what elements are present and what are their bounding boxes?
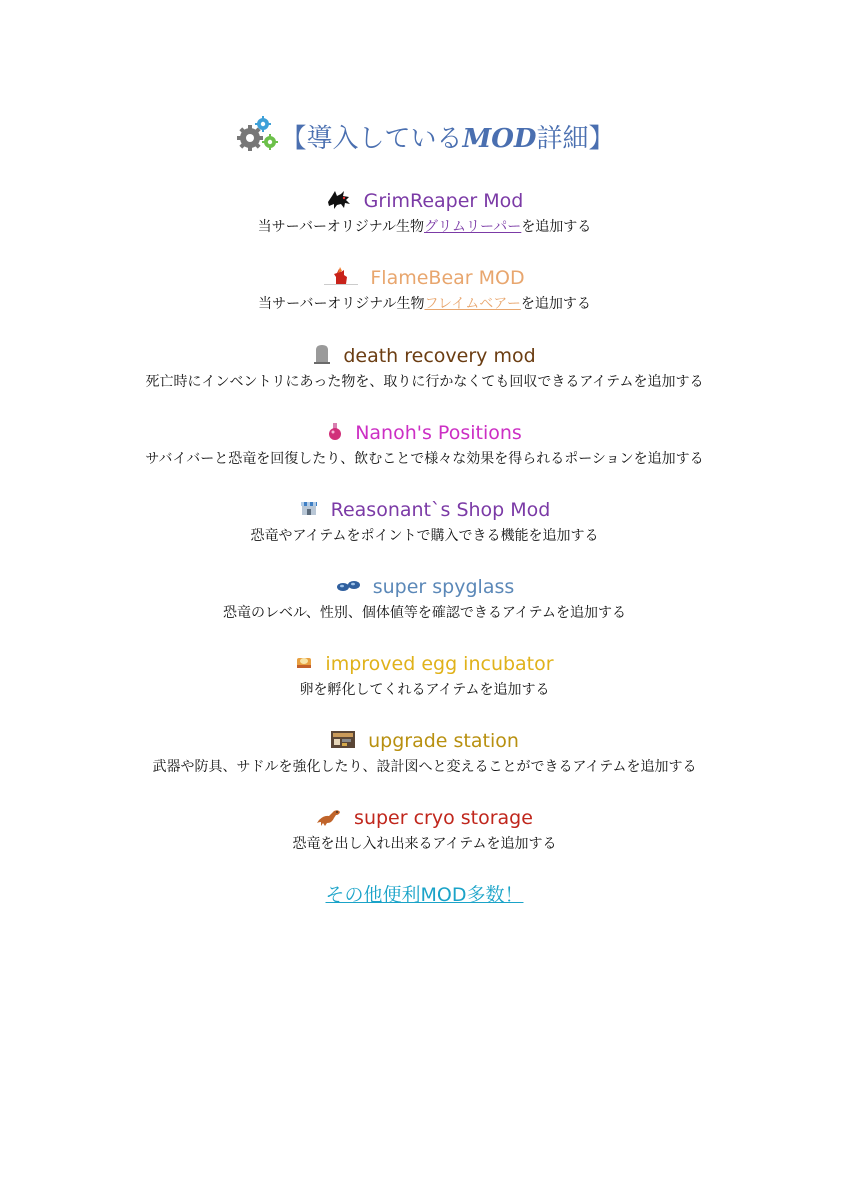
- mod-name: super spyglass: [372, 576, 515, 598]
- mod-heading: [0, 651, 849, 677]
- mod-heading: [0, 805, 849, 831]
- mod-entry-flamebear: [0, 265, 849, 314]
- flame-bear-icon: [324, 265, 358, 287]
- desc-text: を追加する: [521, 219, 592, 235]
- mod-description: 死亡時にインベントリにあった物を、取りに行かなくても回収できるアイテムを追加する: [145, 374, 704, 390]
- grim-reaper-link[interactable]: グリムリーパー: [424, 219, 522, 235]
- title-close: 詳細】: [536, 124, 615, 154]
- shop-icon: [299, 497, 319, 519]
- mod-name: upgrade station: [368, 730, 519, 752]
- spyglass-icon: [335, 574, 361, 596]
- mod-heading: [0, 728, 849, 754]
- mod-description: 恐竜のレベル、性別、個体値等を確認できるアイテムを追加する: [223, 605, 626, 621]
- flame-bear-link[interactable]: フレイムベアー: [424, 296, 521, 312]
- title-mod: MOD: [462, 124, 537, 154]
- mod-name: GrimReaper Mod: [363, 190, 524, 212]
- incubator-icon: [295, 651, 313, 673]
- desc-text: を追加する: [520, 296, 591, 312]
- mod-entry-reasonants-shop: [0, 497, 849, 546]
- mod-entry-super-spyglass: [0, 574, 849, 623]
- mod-name: death recovery mod: [343, 345, 536, 367]
- mod-description: [0, 294, 849, 314]
- mod-name: improved egg incubator: [325, 653, 554, 675]
- mod-entry-super-cryo-storage: [0, 805, 849, 854]
- mod-entry-death-recovery: [0, 343, 849, 392]
- other-mods-link[interactable]: その他便利MOD多数！: [325, 884, 524, 906]
- potion-icon: [327, 420, 343, 442]
- mod-name: FlameBear MOD: [370, 267, 525, 289]
- mod-entry-nanohs-positions: [0, 420, 849, 469]
- dino-icon: [316, 805, 342, 827]
- mod-entry-upgrade-station: [0, 728, 849, 777]
- mod-heading: [0, 420, 849, 446]
- desc-text: 当サーバーオリジナル生物: [257, 219, 424, 235]
- mod-description: 恐竜を出し入れ出来るアイテムを追加する: [292, 836, 557, 852]
- mod-name: super cryo storage: [354, 807, 533, 829]
- reaper-creature-icon: [326, 188, 352, 210]
- mod-heading: [0, 188, 849, 214]
- title-open: 【導入している: [280, 124, 463, 154]
- mod-description: 卵を孵化してくれるアイテムを追加する: [299, 682, 550, 698]
- gravestone-icon: [313, 343, 331, 365]
- mod-description: [0, 217, 849, 237]
- page-title: [0, 118, 849, 160]
- mod-description: 武器や防具、サドルを強化したり、設計図へと変えることができるアイテムを追加する: [152, 759, 697, 775]
- mod-description: 恐竜やアイテムをポイントで購入できる機能を追加する: [250, 528, 599, 544]
- mod-heading: [0, 574, 849, 600]
- mod-heading: [0, 343, 849, 369]
- mod-entry-grimreaper: [0, 188, 849, 237]
- mod-entry-egg-incubator: [0, 651, 849, 700]
- mod-heading: [0, 497, 849, 523]
- mod-name: Reasonant`s Shop Mod: [330, 499, 551, 521]
- desc-text: 当サーバーオリジナル生物: [258, 296, 425, 312]
- gears-icon: [234, 114, 280, 154]
- mod-heading: [0, 265, 849, 291]
- mod-description: サバイバーと恐竜を回復したり、飲むことで様々な効果を得られるポーションを追加する: [145, 451, 704, 467]
- upgrade-station-icon: [330, 728, 356, 750]
- mod-name: Nanoh's Positions: [355, 422, 522, 444]
